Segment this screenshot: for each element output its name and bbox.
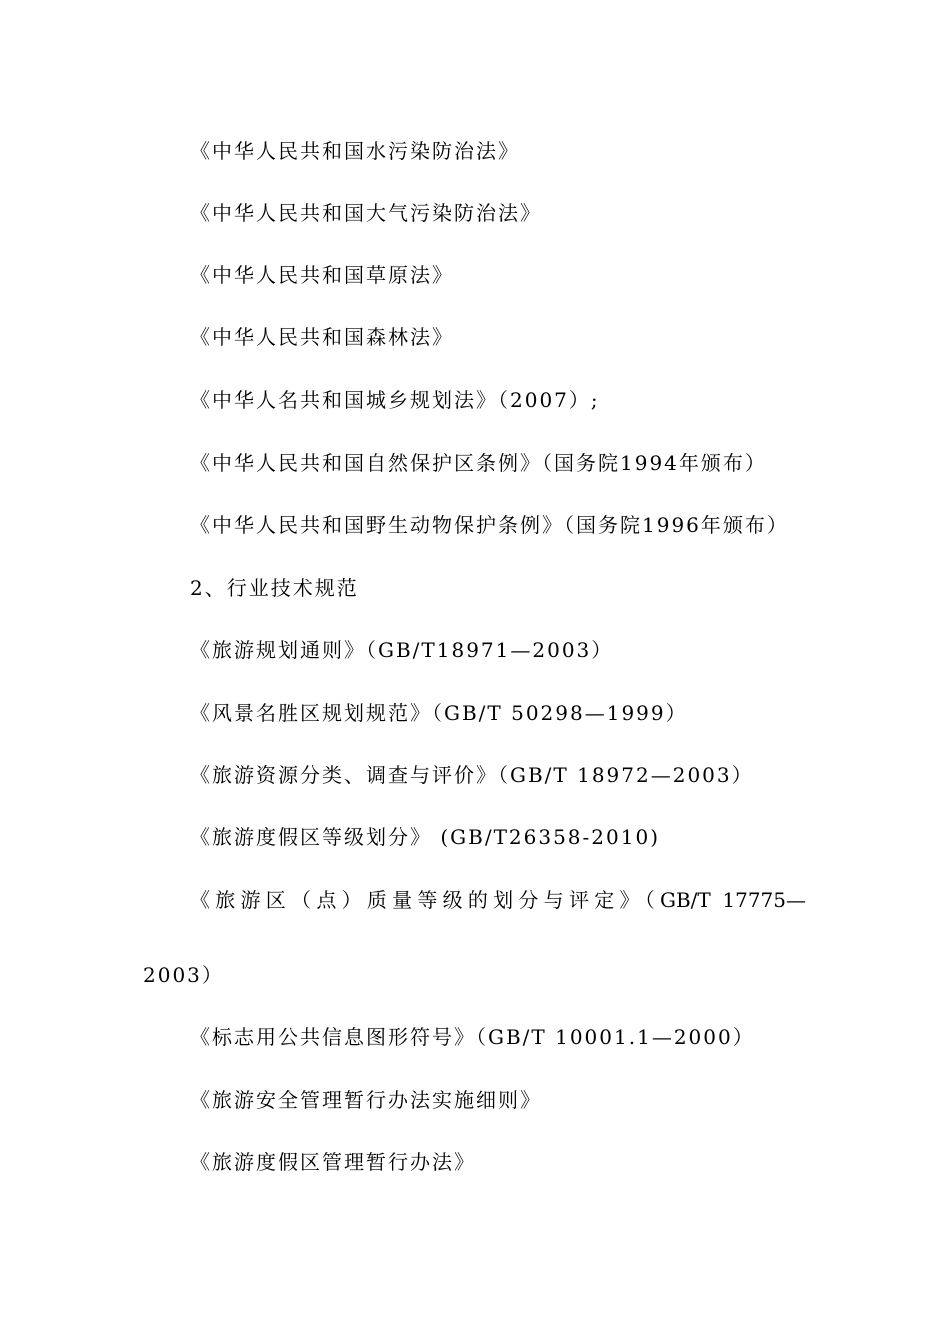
law-item: 《中华人民共和国草原法》	[190, 263, 454, 287]
standard-item: 《标志用公共信息图形符号》（GB/T 10001.1—2000）	[190, 1025, 755, 1049]
law-item: 《中华人民共和国大气污染防治法》	[190, 201, 542, 225]
standard-item: 《旅游资源分类、调查与评价》（GB/T 18972—2003）	[190, 763, 754, 787]
standard-item-long-line2: 2003）	[143, 963, 224, 987]
standard-item: 《旅游规划通则》（GB/T18971—2003）	[190, 638, 614, 662]
standard-item: 《旅游度假区管理暂行办法》	[190, 1150, 476, 1174]
law-item: 《中华人民共和国水污染防治法》	[190, 139, 520, 163]
law-item: 《中华人民共和国野生动物保护条例》（国务院1996年颁布）	[190, 513, 789, 537]
standard-item-long-line1: 《旅游区（点）质量等级的划分与评定》（GB/T 17775—	[190, 888, 806, 912]
standard-item: 《风景名胜区规划规范》（GB/T 50298—1999）	[190, 701, 688, 725]
section-heading: 2、行业技术规范	[190, 576, 359, 600]
law-item: 《中华人名共和国城乡规划法》（2007）;	[190, 388, 600, 412]
law-item: 《中华人民共和国森林法》	[190, 325, 454, 349]
standard-item: 《旅游度假区等级划分》 (GB/T26358-2010)	[190, 825, 660, 849]
standard-item: 《旅游安全管理暂行办法实施细则》	[190, 1088, 542, 1112]
law-item: 《中华人民共和国自然保护区条例》（国务院1994年颁布）	[190, 451, 767, 475]
